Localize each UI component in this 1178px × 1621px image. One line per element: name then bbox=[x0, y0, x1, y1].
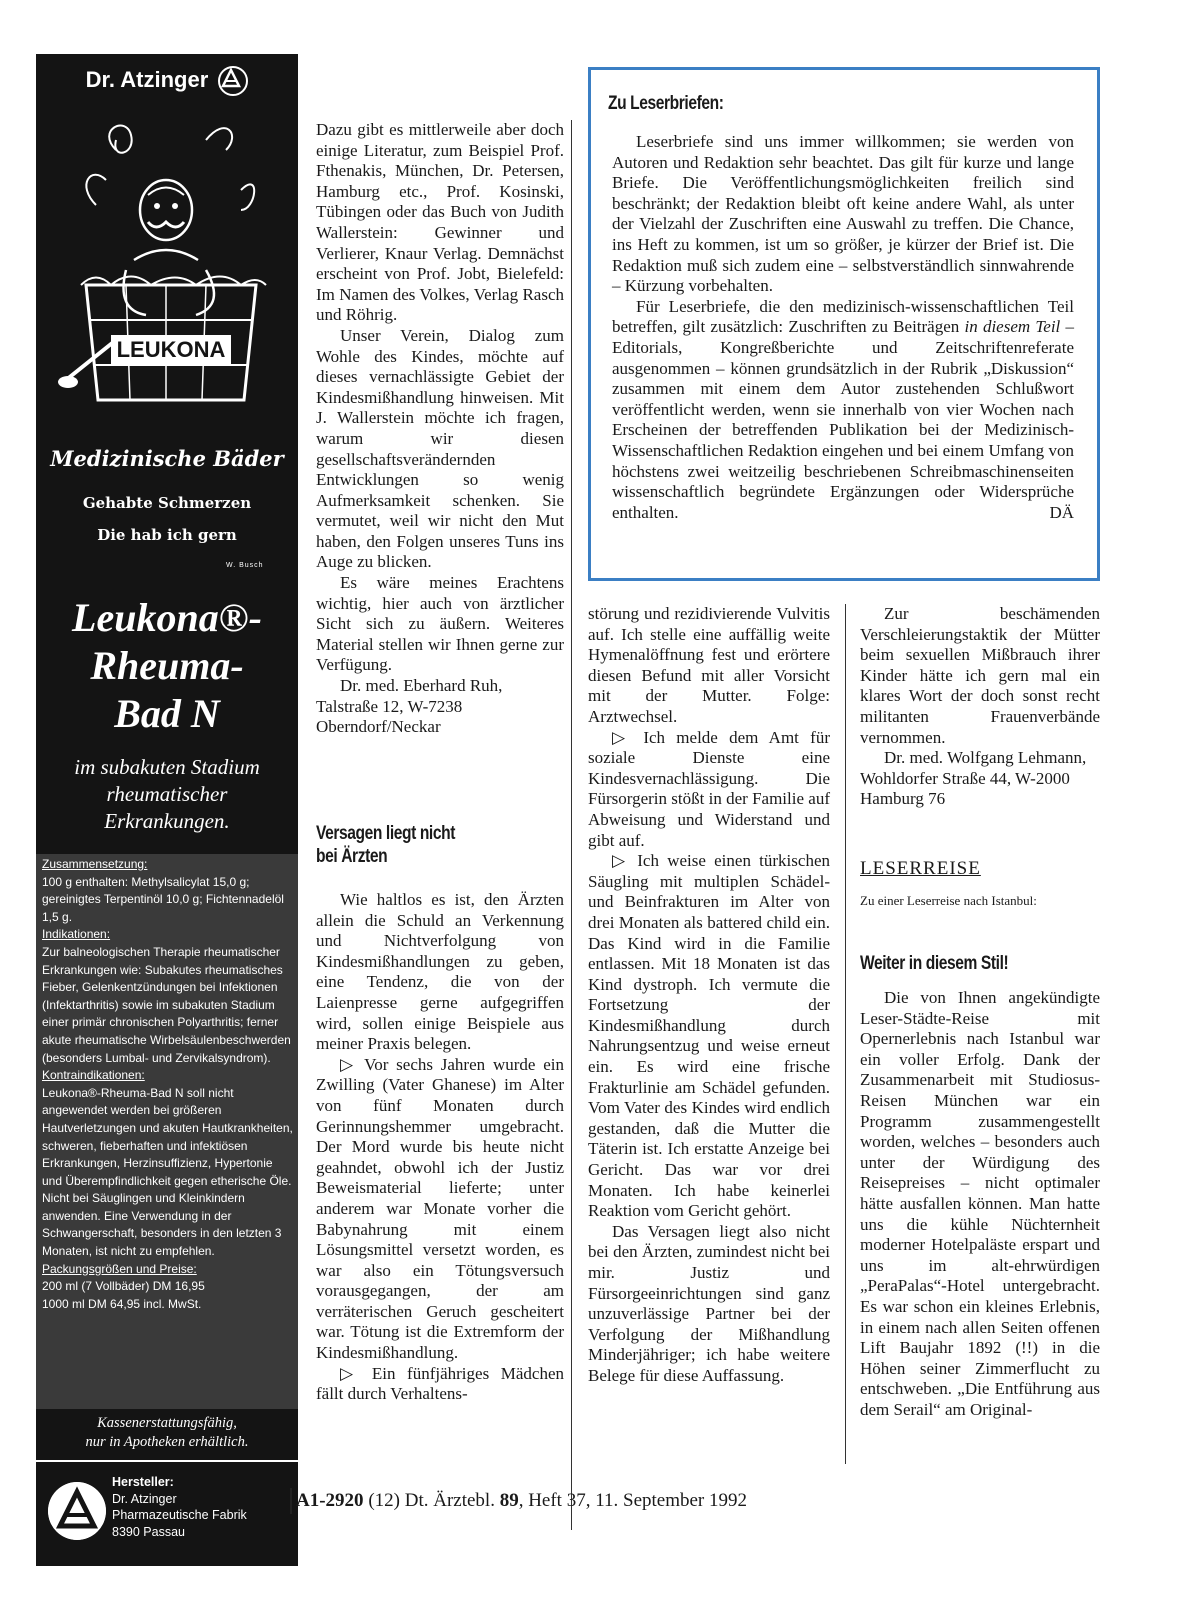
packages-heading: Packungsgrößen und Preise: bbox=[42, 1261, 197, 1276]
kassen-line2: nur in Apotheken erhältlich. bbox=[85, 1434, 249, 1450]
contraindications-text: Leukona®-Rheuma-Bad N soll nicht angewendet werden bei größeren Hautverletzungen und akuten Hautkrankheiten, schweren, fieberhaften und infektiösen Erkrankungen, Herzinsuffizienz, Hypertonie und Überempfindlichkeit gegen etherische Öle. Nicht bei Säuglingen und Kleinkindern anwenden. Eine Verwendung in der Schwangerschaft, besonders in den letzten 3 Monaten, ist nicht zu empfehlen. bbox=[42, 1085, 293, 1259]
atzinger-logo-icon bbox=[218, 66, 248, 96]
column1-paragraph1: Dazu gibt es mittlerweile aber doch einige Literatur, zum Beispiel Prof. Fthenakis, München, Dr. Petersen, Hamburg etc., Prof. Kosinski, Tübingen oder das Buch von Judith Wallerstein: Gewinner und Verlierer, Knaur Verlag. Demnächst erscheint von Prof. Jobt, Bielefeld: Im Namen des Volkes, Verlag Rasch und Röhrig. bbox=[316, 120, 564, 325]
footer-issue-suffix: , Heft 37, 11. September 1992 bbox=[518, 1490, 748, 1511]
indication-line3: Erkrankungen. bbox=[104, 809, 230, 833]
column4-paragraph2: Die von Ihnen angekündigte Leser-Städte-Reise mit Opernerlebnis nach Istanbul war ein voller Erfolg. Dank der Zusammenarbeit mit Studiosus-Reisen München war ein Programm zusammengestellt worden, welches – besonders auch unter der Würdigung des Reisepreises – nicht optimaler hätte ausfallen können. Man hatte uns die kühle Nüchternheit moderner Hotelpaläste erspart und uns im alt-ehrwürdigen „PeraPalas“-Hotel untergebracht. Es war schon ein kleines Erlebnis, in einem nach allen Seiten offenen Lift Baujahr 1892 (!!) in die Höhen seiner Zimmerflucht zu entschweben. „Die Entführung aus dem Serail“ am Original- bbox=[860, 988, 1100, 1419]
section-label-leserreise: LESERREISE bbox=[860, 858, 981, 879]
manufacturer-info bbox=[112, 1474, 296, 1540]
ad-info-text bbox=[42, 856, 294, 1313]
kassen-line1: Kassenerstattungsfähig, bbox=[97, 1415, 237, 1431]
column1-paragraph3: Es wäre meines Erachtens wichtig, hier auch von ärztlicher Sicht sich zu äußern. Weiteres Material stellen wir Ihnen gerne zur Verfügung. bbox=[316, 573, 564, 675]
column3-paragraph1: störung und rezidivierende Vulvitis auf. Ich stelle eine auffällig weite Hymenalöffnung fest und erörtere diesen Befund mit aller Vorsicht mit der Mutter. Folge: Arztwechsel. bbox=[588, 604, 830, 726]
info-box-body bbox=[612, 132, 1074, 523]
packages-line2: 1000 ml DM 64,95 incl. MwSt. bbox=[42, 1296, 202, 1311]
column-divider bbox=[845, 604, 846, 1464]
column1-letter-end bbox=[316, 120, 564, 738]
footer-rule bbox=[290, 1488, 292, 1514]
barrel-label: LEUKONA bbox=[116, 337, 226, 362]
ad-quote-line1: Gehabte Schmerzen bbox=[82, 494, 252, 512]
section-sublabel: Zu einer Leserreise nach Istanbul: bbox=[860, 893, 1037, 908]
product-line2: Rheuma- bbox=[90, 643, 244, 688]
info-box-p2-part2: – Editorials, Kongreßberichte und Zeitschriftenreferate ausgenommen – können grundsätzlich in der Rubrik „Diskussion“ zusammen mit einem dem Autor zustehenden Schlußwort veröffentlicht werden, wenn sie innerhalb von vier Wochen nach Erscheinen der betreffenden Publikation bei der Medizinisch-Wissenschaftlichen Redaktion eingehen und bei einem Umfang von höchstens zwei weitzeilig beschriebenen Schreibmaschinenseiten wissenschaftlich begründete Ergänzungen oder Widersprüche enthalten. bbox=[612, 317, 1075, 522]
ad-divider bbox=[36, 1460, 298, 1462]
column1-paragraph2: Unser Verein, Dialog zum Wohle des Kindes, möchte auf dieses vernachlässigte Gebiet der Kindesmißhandlung hinweisen. Mit J. Wallerstein möchte ich fragen, warum wir diesen gesellschaftsverändernden Entwicklungen so wenig Aufmerksamkeit schenken. Sie vermutet, weil wir nicht den Mut haben, den Folgen unseres Tuns ins Auge zu blicken. bbox=[316, 325, 564, 572]
column3 bbox=[588, 604, 830, 1387]
ad-brand bbox=[36, 66, 298, 96]
info-box-p2-italic: in diesem Teil bbox=[964, 317, 1061, 337]
article-heading-weiter: Weiter in diesem Stil! bbox=[860, 953, 1009, 974]
column4-letter-end bbox=[860, 604, 1100, 810]
indication-line2: rheumatischer bbox=[106, 782, 228, 806]
manufacturer-logo-icon bbox=[48, 1482, 106, 1540]
page-footer bbox=[296, 1490, 747, 1512]
column1-letter-versagen bbox=[316, 890, 564, 1405]
packages-line1: 200 ml (7 Vollbäder) DM 16,95 bbox=[42, 1279, 205, 1294]
column1-paragraph5: ▷ Vor sechs Jahren wurde ein Zwilling (Vater Ghanese) im Alter von fünf Monaten durch Gerinnungshemmer umgebracht. Der Mord wurde bis heute nicht geahndet, obwohl ich der Justiz Beweismaterial lieferte; unter anderem war Monate vorher die Babynahrung mit einem Lösungsmittel versetzt worden, es war also ein Tötungsversuch vorausgegangen, der am verräterischen Geruch gescheitert war. Tötung ist die Extremform der Kindesmißhandlung. bbox=[316, 1054, 564, 1363]
column3-paragraph2: ▷ Ich melde dem Amt für soziale Dienste eine Kindesvernachlässigung. Die Fürsorgerin stößt in der Familie auf Abweisung und Widerstand und gibt auf. bbox=[588, 727, 830, 850]
ad-reimbursement bbox=[36, 1414, 298, 1452]
article-heading-versagen bbox=[316, 822, 546, 868]
contraindications-heading: Kontraindikationen: bbox=[42, 1068, 145, 1083]
footer-page-number: A1-2920 bbox=[296, 1490, 364, 1511]
info-box-signoff: DÄ bbox=[1049, 502, 1074, 522]
column-divider bbox=[571, 120, 572, 1530]
heading-versagen-line2: bei Ärzten bbox=[316, 846, 388, 867]
heading-versagen-line1: Versagen liegt nicht bbox=[316, 823, 455, 844]
column1-paragraph6: ▷ Ein fünfjähriges Mädchen fällt durch Verhaltens- bbox=[316, 1363, 564, 1404]
indications-heading: Indikationen: bbox=[42, 927, 111, 942]
advertisement-panel bbox=[36, 54, 298, 1566]
ad-baeder-title: Medizinische Bäder bbox=[50, 446, 284, 471]
manufacturer-heading: Hersteller: bbox=[112, 1475, 174, 1489]
indications-text: Zur balneologischen Therapie rheumatischer Erkrankungen wie: Subakutes rheumatisches Fieber, Gelenkentzündungen bei Infektionen (Infektarthritis) sowie im subakuten Stadium einer primär chronischen Polyarthritis; ferner akute rheumatische Wirbelsäulenbeschwerden (besonders Lumbal- und Zervikalsyndrom). bbox=[42, 944, 291, 1065]
ad-brand-name: Dr. Atzinger bbox=[85, 66, 209, 92]
manufacturer-line3: 8390 Passau bbox=[112, 1524, 185, 1539]
info-box-paragraph2 bbox=[612, 297, 1074, 524]
ad-product-name bbox=[36, 594, 298, 738]
column3-paragraph3: ▷ Ich weise einen türkischen Säugling mit multiplen Schädel- und Beinfrakturen im Alter von drei Monaten als battered child ein. Das Kind wird in die Familie entlassen. Mit 18 Monaten ist das Kind dystroph. Ich vermute die Fortsetzung der Kindesmißhandlung durch Nahrungsentzug und weise erneut ein. Es wird eine frische Frakturlinie am Schädel gefunden. Vom Vater des Kindes wird endlich gestanden, daß die Mutter die Täterin ist. Ich erstatte Anzeige bei Gericht. Das war vor drei Monaten. Ich habe keinerlei Reaktion vom Gericht gehört. bbox=[588, 851, 830, 1221]
indication-line1: im subakuten Stadium bbox=[74, 755, 260, 779]
ad-indication bbox=[36, 754, 298, 835]
manufacturer-line2: Pharmazeutische Fabrik bbox=[112, 1508, 247, 1522]
column4-signature: Dr. med. Wolfgang Lehmann, Wohldorfer Straße 44, W-2000 Hamburg 76 bbox=[860, 748, 1087, 809]
footer-issue-prefix: (12) Dt. Ärztebl. bbox=[368, 1490, 495, 1511]
product-line3: Bad N bbox=[114, 691, 220, 736]
column4-letter-reise bbox=[860, 988, 1100, 1420]
info-box-p2-part1: Für Leserbriefe, die den medizinisch-wissenschaftlichen Teil betreffen, gilt zusätzlich: Zuschriften zu Beiträgen bbox=[612, 296, 1074, 337]
product-line1: Leukona®- bbox=[72, 595, 262, 640]
manufacturer-line1: Dr. Atzinger bbox=[112, 1491, 177, 1506]
column4-paragraph1: Zur beschämenden Verschleierungstaktik der Mütter beim sexuellen Mißbrauch ihrer Kinder hätte ich gern mal ein klares Wort der doch sonst recht militanten Frauenverbände vernommen. bbox=[860, 604, 1100, 747]
footer-volume: 89 bbox=[499, 1490, 519, 1511]
column3-paragraph4: Das Versagen liegt also nicht bei den Ärzten, zumindest nicht bei mir. Justiz und Fürsorgeeinrichtungen sind ganz unzuverlässige Partner bei der Verfolgung der Mißhandlung Minderjähriger; ich habe weitere Belege für diese Auffassung. bbox=[588, 1221, 830, 1385]
composition-text: 100 g enthalten: Methylsalicylat 15,0 g; gereinigtes Terpentinöl 10,0 g; Fichtennadelöl 1,5 g. bbox=[42, 874, 284, 924]
column1-paragraph4: Wie haltlos es ist, den Ärzten allein die Schuld an Verkennung und Nichtverfolgung von Kindesmißhandlungen zu geben, eine Tendenz, die von der Laienpresse gerne aufgegriffen wird, sollen einige Beispiele aus meiner Praxis belegen. bbox=[316, 890, 564, 1054]
composition-heading: Zusammensetzung: bbox=[42, 857, 148, 871]
bathtub-illustration bbox=[56, 110, 286, 410]
ad-quote-author: W. Busch bbox=[226, 562, 264, 569]
info-box-title: Zu Leserbriefen: bbox=[608, 93, 724, 114]
info-box-paragraph1: Leserbriefe sind uns immer willkommen; sie werden von Autoren und Redaktion sehr beachtet. Das gilt für kurze und lange Briefe. Die Veröffentlichungsmöglichkeiten freilich sind beschränkt; der Redaktion bleibt oft keine andere Wahl, als unter der Vielzahl der Zuschriften eine Auswahl zu treffen. Die Chance, ins Heft zu kommen, ist um so größer, je kürzer der Brief ist. Die Redaktion muß sich zudem eine – selbstverständlich sinnwahrende – Kürzung vorbehalten. bbox=[612, 132, 1074, 296]
ad-quote-line2: Die hab ich gern bbox=[97, 526, 237, 544]
column1-signature: Dr. med. Eberhard Ruh, Talstraße 12, W-7238 Oberndorf/Neckar bbox=[316, 676, 503, 737]
